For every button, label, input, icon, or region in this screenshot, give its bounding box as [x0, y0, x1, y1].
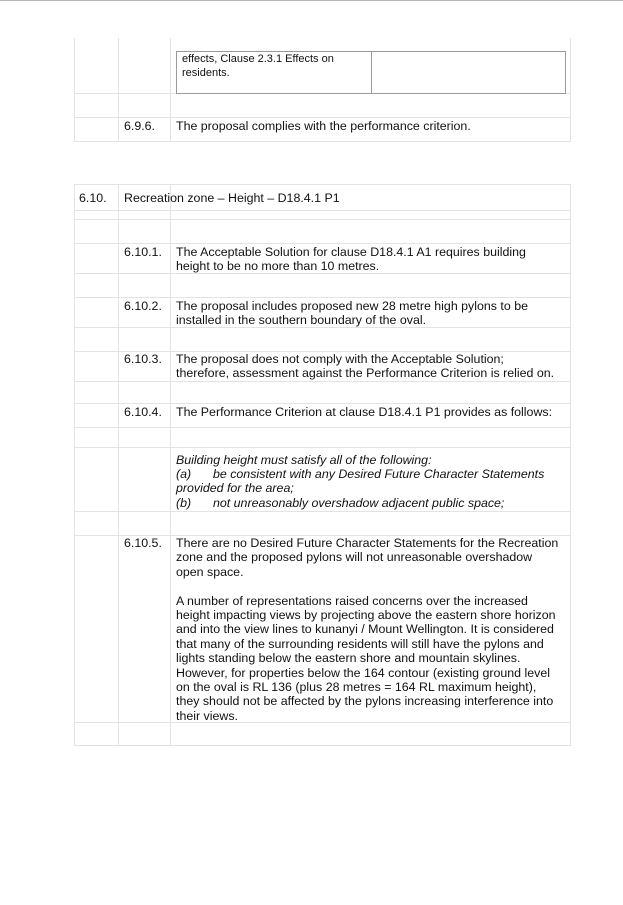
- quote-label-a: (a): [176, 467, 192, 481]
- paragraph-line: that many of the surrounding residents will still have the pylons and: [176, 637, 544, 651]
- subitem-number: 6.10.1.: [124, 245, 162, 259]
- paragraph-line: A number of representations raised concerns over the increased: [176, 594, 528, 608]
- subitem-line: installed in the southern boundary of the oval.: [176, 313, 427, 327]
- subitem-number: 6.10.2.: [124, 299, 162, 313]
- quote-item-a-line: be consistent with any Desired Future Character Statements: [213, 467, 545, 481]
- quote-label-b: (b): [176, 496, 192, 510]
- quote-item-a-line: provided for the area;: [176, 481, 294, 495]
- subitem-line: zone and the proposed pylons will not unreasonable overshadow: [176, 550, 533, 564]
- subitem-line: There are no Desired Future Character Statements for the Recreation: [176, 536, 559, 550]
- subitem-number: 6.10.4.: [124, 405, 162, 419]
- item-text: The proposal complies with the performance criterion.: [176, 119, 471, 133]
- subitem-line: therefore, assessment against the Performance Criterion is relied on.: [176, 366, 555, 380]
- paragraph-line: lights standing below the eastern shore and mountain skylines.: [176, 651, 521, 665]
- subitem-line: The proposal does not comply with the Acceptable Solution;: [176, 352, 504, 366]
- subitem-number: 6.10.3.: [124, 352, 162, 366]
- nested-table-cell-line: residents.: [182, 67, 230, 79]
- quote-intro: Building height must satisfy all of the following:: [176, 453, 432, 467]
- paragraph-line: they should not be affected by the pylons increasing interference into: [176, 694, 554, 708]
- section-heading: Recreation zone – Height – D18.4.1 P1: [124, 191, 340, 205]
- paragraph-line: However, for properties below the 164 contour (existing ground level: [176, 666, 550, 680]
- subitem-number: 6.10.5.: [124, 536, 162, 550]
- item-number: 6.9.6.: [124, 119, 156, 133]
- subitem-line: The proposal includes proposed new 28 metre high pylons to be: [176, 299, 528, 313]
- subitem-line: height to be no more than 10 metres.: [176, 259, 380, 273]
- subitem-line: open space.: [176, 565, 244, 579]
- nested-table-cell-line: effects, Clause 2.3.1 Effects on: [182, 53, 334, 65]
- subitem-line: The Performance Criterion at clause D18.4.1 P1 provides as follows:: [176, 405, 553, 419]
- subitem-line: The Acceptable Solution for clause D18.4.1 A1 requires building: [176, 245, 526, 259]
- paragraph-line: their views.: [176, 709, 238, 723]
- page-top-border: [0, 0, 623, 1]
- section-number: 6.10.: [79, 191, 107, 205]
- paragraph-line: and into the view lines to kunanyi / Mount Wellington. It is considered: [176, 622, 554, 636]
- paragraph-line: on the oval is RL 136 (plus 28 metres = 164 RL maximum height),: [176, 680, 537, 694]
- paragraph-line: height impacting views by projecting above the eastern shore horizon: [176, 608, 556, 622]
- quote-item-b: not unreasonably overshadow adjacent public space;: [213, 496, 505, 510]
